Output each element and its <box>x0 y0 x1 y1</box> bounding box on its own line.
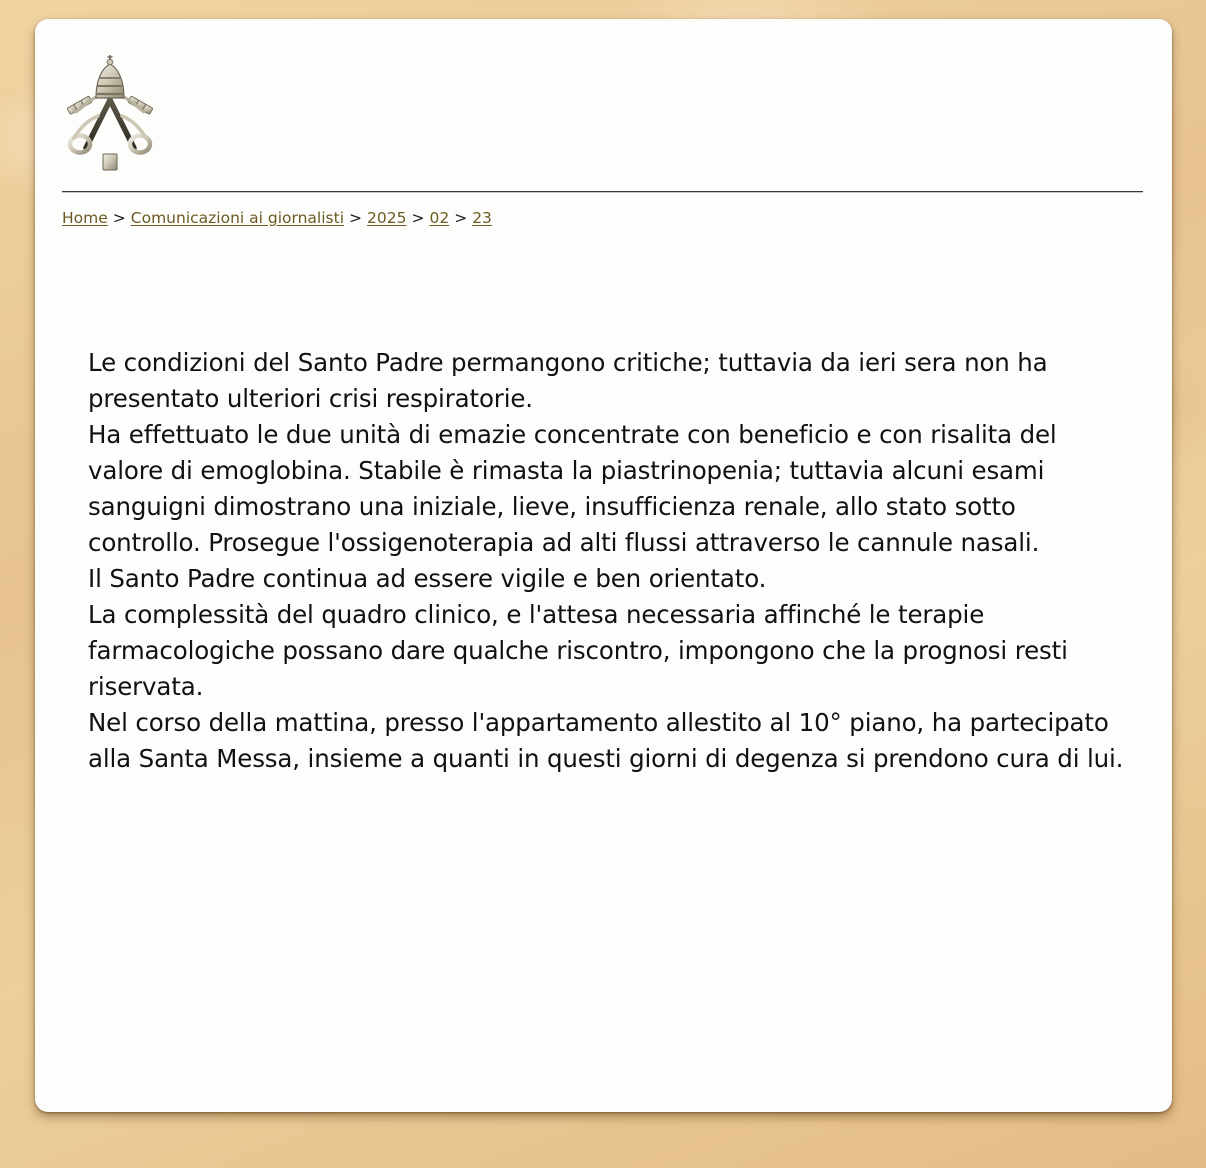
breadcrumb <box>62 207 492 229</box>
breadcrumb-separator: > <box>454 209 468 227</box>
breadcrumb-item-home[interactable]: Home <box>62 209 108 227</box>
article-paragraph: La complessità del quadro clinico, e l'attesa necessaria affinché le terapie farmacologiche possano dare qualche riscontro, impongono che la prognosi resti riservata. <box>88 600 1068 701</box>
article-paragraph: Nel corso della mattina, presso l'appartamento allestito al 10° piano, ha partecipato alla Santa Messa, insieme a quanti in questi giorni di degenza si prendono cura di lui. <box>88 708 1124 773</box>
breadcrumb-separator: > <box>349 209 362 227</box>
article-paragraph: Il Santo Padre continua ad essere vigile e ben orientato. <box>88 564 767 593</box>
page-card-inner <box>35 19 1172 1112</box>
breadcrumb-item-23[interactable]: 23 <box>472 209 492 227</box>
article-paragraph: Ha effettuato le due unità di emazie concentrate con beneficio e con risalita del valore di emoglobina. Stabile è rimasta la piastrinopenia; tuttavia alcuni esami sanguigni dimostrano una iniziale, lieve, insufficienza renale, allo stato sotto controllo. Prosegue l'ossigenoterapia ad alti flussi attraverso le cannule nasali. <box>88 420 1057 557</box>
holy-see-emblem <box>62 54 158 174</box>
article-body <box>88 345 1128 777</box>
breadcrumb-separator: > <box>112 209 126 227</box>
breadcrumb-item-2025[interactable]: 2025 <box>367 209 407 227</box>
papal-tiara-and-keys-icon <box>62 54 158 174</box>
breadcrumb-item-comunicazioni-ai-giornalisti[interactable]: Comunicazioni ai giornalisti <box>130 209 344 227</box>
page-card <box>35 19 1172 1112</box>
breadcrumb-item-02[interactable]: 02 <box>429 209 450 227</box>
header-divider <box>62 191 1143 193</box>
article-paragraph: Le condizioni del Santo Padre permangono critiche; tuttavia da ieri sera non ha presentato ulteriori crisi respiratorie. <box>88 348 1048 413</box>
breadcrumb-separator: > <box>411 209 425 227</box>
